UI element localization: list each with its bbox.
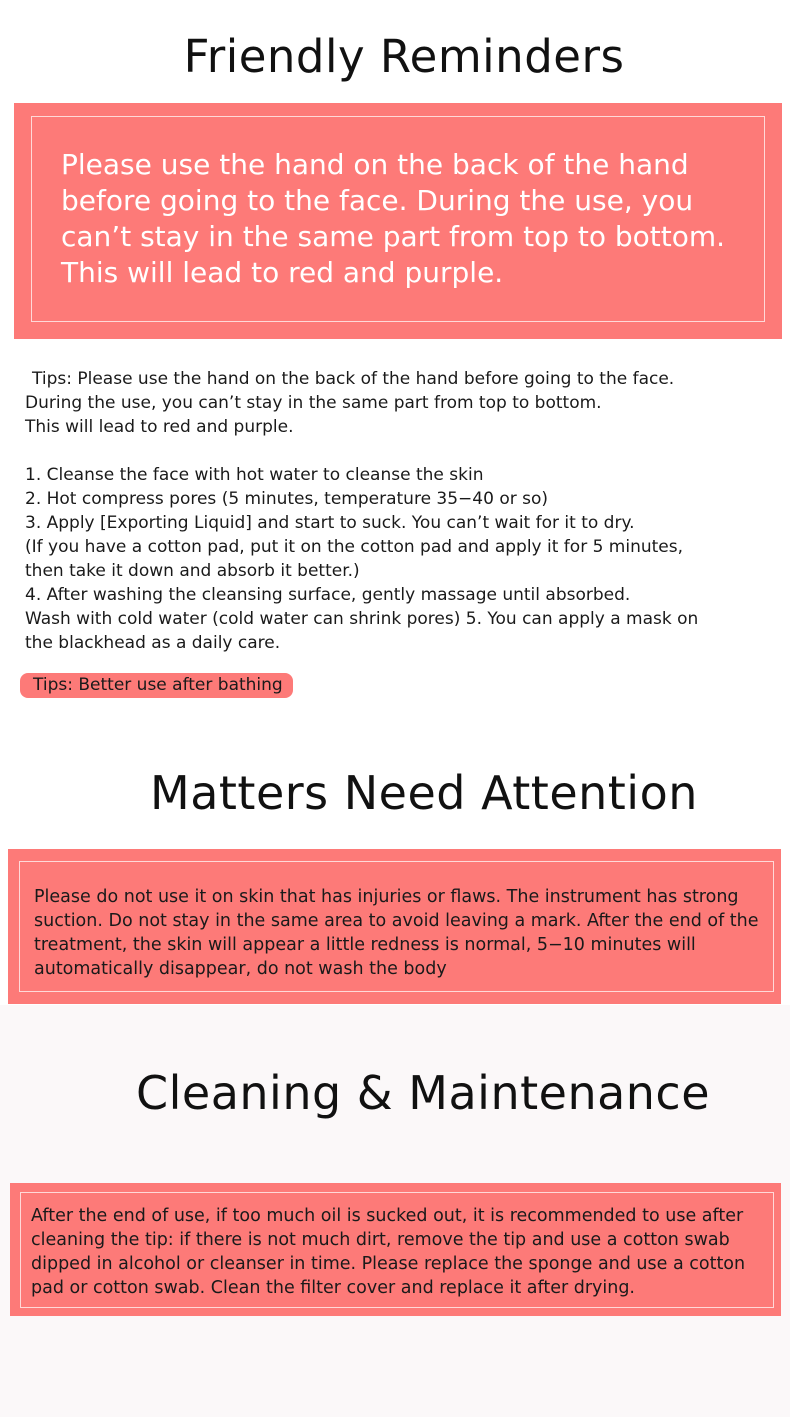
- cleaning-inner-frame: [20, 1192, 774, 1308]
- cleaning-box: [10, 1183, 781, 1316]
- cleaning-line: pad or cotton swab. Clean the filter cover and replace it after drying.: [31, 1278, 635, 1298]
- cleaning-maintenance-title: Cleaning & Maintenance: [136, 1066, 711, 1120]
- step-line: 4. After washing the cleansing surface, gently massage until absorbed.: [25, 585, 631, 605]
- banner-inner-frame: [31, 116, 765, 322]
- cleaning-line: After the end of use, if too much oil is sucked out, it is recommended to use after: [31, 1206, 744, 1226]
- step-line: 1. Cleanse the face with hot water to cleanse the skin: [25, 465, 484, 485]
- step-line: then take it down and absorb it better.): [25, 561, 360, 581]
- attention-line: treatment, the skin will appear a little redness is normal, 5−10 minutes will: [34, 935, 696, 955]
- attention-line: automatically disappear, do not wash the body: [34, 959, 447, 979]
- attention-inner-frame: [19, 861, 774, 992]
- attention-line: suction. Do not stay in the same area to avoid leaving a mark. After the end of the: [34, 911, 759, 931]
- step-line: 2. Hot compress pores (5 minutes, temperature 35−40 or so): [25, 489, 549, 509]
- banner-text: [61, 147, 781, 291]
- tips-line: Tips: Please use the hand on the back of the hand before going to the face.: [32, 369, 675, 389]
- tip-badge: Tips: Better use after bathing: [20, 673, 293, 698]
- banner-line: This will lead to red and purple.: [61, 256, 504, 289]
- step-line: 3. Apply [Exporting Liquid] and start to suck. You can’t wait for it to dry.: [25, 513, 635, 533]
- cleaning-text: [31, 1204, 771, 1300]
- attention-text: [34, 885, 774, 981]
- tips-line: During the use, you can’t stay in the same part from top to bottom.: [25, 393, 602, 413]
- step-line: Wash with cold water (cold water can shrink pores) 5. You can apply a mask on: [25, 609, 699, 629]
- banner-line: Please use the hand on the back of the hand: [61, 148, 689, 181]
- step-line: the blackhead as a daily care.: [25, 633, 281, 653]
- cleaning-line: dipped in alcohol or cleanser in time. Please replace the sponge and use a cotton: [31, 1254, 746, 1274]
- spacer: [25, 439, 765, 463]
- attention-line: Please do not use it on skin that has injuries or flaws. The instrument has strong: [34, 887, 739, 907]
- cleaning-line: cleaning the tip: if there is not much dirt, remove the tip and use a cotton swab: [31, 1230, 730, 1250]
- attention-box: [8, 849, 781, 1004]
- step-line: (If you have a cotton pad, put it on the cotton pad and apply it for 5 minutes,: [25, 537, 684, 557]
- banner-line: before going to the face. During the use, you: [61, 184, 694, 217]
- tips-line: This will lead to red and purple.: [25, 417, 294, 437]
- friendly-reminders-title: Friendly Reminders: [183, 30, 625, 83]
- friendly-reminders-banner: [14, 103, 782, 339]
- banner-line: can’t stay in the same part from top to bottom.: [61, 220, 726, 253]
- matters-need-attention-title: Matters Need Attention: [150, 766, 698, 820]
- usage-instructions: [25, 367, 765, 655]
